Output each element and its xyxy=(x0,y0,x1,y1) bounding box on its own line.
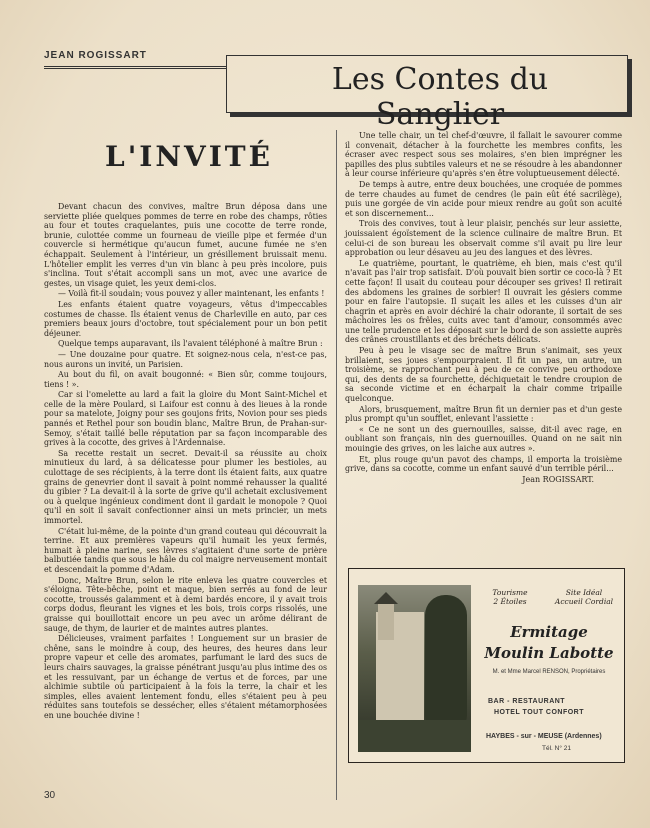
ad-tag-stars: 2 Étoiles xyxy=(493,597,527,606)
hotel-photo-ground xyxy=(358,720,471,752)
story-paragraph: Les enfants étaient quatre voyageurs, vêtus d'impeccables costumes de chasse. Ils étaient venus de Charleville en auto, par ces premiers beaux jours d'octobre, tout spécialement pour un bon petit déjeuner. xyxy=(44,299,327,338)
ad-phone: Tél. N° 21 xyxy=(542,745,571,752)
story-paragraph: Trois des convives, tout à leur plaisir, penchés sur leur assiette, jouissaient égoïstement de la science culinaire de maître Brun. Et celui-ci de son bureau les observait comme s'il avait pu lire leur approbation ou leur désaveu au jeu des langues et des lèvres. xyxy=(345,219,622,258)
story-paragraph: Sa recette restait un secret. Devait-il sa réussite au choix minutieux du lard, à sa délicatesse pour plumer les bestioles, au culottage de ses récipients, à la terre dont ils étaient faits, aux quatre grains de genevrier dont il savait à point nommé rehausser la qualité du gibier ? La devait-il à la sorte de grive qu'il achetait exclusivement ou à quelque ingénieux condiment dont il gardait le monopole ? Quoi qu'il en soit il savait confectionner ainsi un mets princier, un mets immortel. xyxy=(44,448,327,525)
series-title: Les Contes du Sanglier xyxy=(331,62,549,132)
hotel-photo-tower xyxy=(378,600,394,640)
left-column xyxy=(44,202,327,721)
column-divider xyxy=(336,130,337,800)
ad-tag-tourism: Tourisme xyxy=(492,588,528,597)
story-paragraph: Alors, brusquement, maître Brun fit un dernier pas et d'un geste plus prompt qu'un soufflet, enlevant l'assiette : xyxy=(345,404,622,424)
ad-address: HAYBES - sur - MEUSE (Ardennes) xyxy=(486,733,602,740)
header-rule xyxy=(44,66,226,67)
story-paragraph: Quelque temps auparavant, ils l'avaient téléphoné à maître Brun : xyxy=(58,339,323,349)
ad-hotel-name-line1: Ermitage xyxy=(510,623,588,641)
ad-owners: M. et Mme Marcel RENSON, Propriétaires xyxy=(492,669,606,675)
ad-hotel-name-line2: Moulin Labotte xyxy=(484,644,614,662)
story-paragraph: Et, plus rouge qu'un pavot des champs, il emporta la troisième grive, dans sa cocotte, comme un enfant sauvé d'un terrible péril... xyxy=(345,454,622,474)
story-paragraph: Une telle chair, un tel chef-d'œuvre, il fallait le savourer comme il convenait, détacher à la fourchette les membres confits, les écraser avec respect sous ses molaires, s'en bien imprégner les papilles des plus subtiles valeurs et ne se résoudre à les abandonner à leur course inférieure qu'après s'en être voluptueusement délecté. xyxy=(345,131,622,179)
ad-services-bar: BAR - RESTAURANT xyxy=(488,698,566,705)
ad-site-tagline xyxy=(548,588,620,606)
story-paragraph: Délicieuses, vraiment parfaites ! Longuement sur un brasier de chêne, sans le moindre à coup, des heures, des heures dans leur propre vapeur et celle des aromates, parfumant le lard des sucs de leurs chairs sauvages, la graisse pénétrant jusqu'au plus intime des os et les ressuivant, par un échange de vertus et de forces, par une alchimie subtile où participaient à la fois la terre, la chair et les simples, elles avaient lentement fondu, elles s'étaient peu à peu réduites sans toutefois se dessécher, elles s'étaient métamorphosées en une bouchée divine ! xyxy=(44,634,327,720)
story-paragraph: Car si l'omelette au lard a fait la gloire du Mont Saint-Michel et celle de la mère Poulard, si Laifour est connu à des lieues à la ronde pour sa matelote, Joigny pour ses goujons frits, Novion pour ses pieds pannés et Rethel pour son boudin blanc, Maître Brun, de Prahan-sur-Semoy, s'était taillé belle réputation par sa façon incomparable des grives à la cocotte, des grives à l'Ardennaise. xyxy=(44,390,327,448)
ad-tourism-rating xyxy=(480,588,540,606)
story-paragraph: De temps à autre, entre deux bouchées, une croquée de pommes de terre chaudes au fumet de cendres (le pain eût été sacrilège), puis une gorgée de vin acide pour mieux rendre au goût son acuité et son discernement... xyxy=(345,179,622,218)
ad-tag-site: Site Idéal xyxy=(565,588,603,597)
story-paragraph: C'était lui-même, de la pointe d'un grand couteau qui découvrait la terrine. Et aux premières vapeurs qu'il humait les yeux fermés, humait à pleine narine, ses lèvres s'agitaient d'une sorte de prière balbutiée tandis que sous le hâle du col maigre nerveusement montait et descendait la pomme d'Adam. xyxy=(44,526,327,574)
story-paragraph: Devant chacun des convives, maître Brun déposa dans une serviette pliée quelques pommes de terre en robe des champs, rôties au four et toutes craquelantes, puis une cocotte de terre ronde, brunie, culottée comme un fourneau de vieille pipe et fermée d'un couvercle si hermétique qu'aucun fumet, aucune fumée ne s'en échappait. Seulement à l'intérieur, un grésillement bruissait menu. L'hôtelier emplit les verres d'un vin blanc à peu près incolore, puis s'inclina. Tout s'était accompli sans un mot, avec une avarice de gestes, un visage quiet, les yeux demi-clos. xyxy=(44,202,327,288)
story-paragraph: « Ce ne sont un des guernouilles, saisse, dit-il avec rage, en oubliant son français, nin des guernouilles. Quand on ne sait nin mouingie des grives, on les laiche aux autres ». xyxy=(345,424,622,453)
author-name: JEAN ROGISSART xyxy=(44,50,147,61)
story-paragraph: Donc, Maître Brun, selon le rite enleva les quatre couvercles et s'éloigna. Tête-bêche, point et maque, bien serrés au fond de leur cocotte, troussés galamment et à demi bardés encore, il y avait trois corps dodus, fleurant les vignes et les bois, trois corps rissolés, une graisse qui bouillottait encore un peu avec un arôme délirant de sauge, de thym, de laurier et de maintes autres plantes. xyxy=(44,575,327,633)
story-paragraph: Au bout du fil, on avait bougonné: « Bien sûr, comme toujours, tiens ! ». xyxy=(44,370,327,389)
story-paragraph: Le quatrième, pourtant, le quatrième, eh bien, mais c'est qu'il n'avait pas l'air trop satisfait. D'où pouvait bien sortir ce coco-là ? Et cette façon! Il usait du couteau pour découper ses grives! Il retirait des abdomens les graines de sorbier! Il ouvrait les gésiers comme pour en faire l'autopsie. Il suçait les ailes et les cuisses d'un air chagrin et après en avoir déchiré la chair odorante, il sortait de ses mâchoires les os frêles, cuits avec tant d'amour, consommés avec une telle prudence et les déposait sur le bord de son assiette auprès des crânes croustillants et des bréchets délicats. xyxy=(345,258,622,345)
ad-services-hotel: HOTEL TOUT CONFORT xyxy=(494,709,585,716)
ad-tag-welcome: Accueil Cordial xyxy=(554,597,614,606)
hotel-photo-tree xyxy=(425,595,467,735)
story-paragraph: — Une douzaine pour quatre. Et soignez-nous cela, n'est-ce pas, nous aurons un invité, un Parisien. xyxy=(44,349,327,369)
hotel-photo-roof xyxy=(374,592,398,604)
page-number: 30 xyxy=(44,790,56,801)
story-paragraph: Peu à peu le visage sec de maître Brun s'animait, ses yeux brillaient, ses joues s'empourpraient. Il fit un pas, un autre, un troisième, se rapprochant peu à peu de ce convive peu orthodoxe qui, des dents de sa fourchette, déchiquetait le tendre croupion de sa seconde victime et en écharpait la chair comme tripaille quelconque. xyxy=(345,346,622,404)
right-column xyxy=(345,131,622,485)
story-title: L'INVITÉ xyxy=(105,140,273,173)
header-rule-double xyxy=(44,68,226,69)
story-signature: Jean ROGISSART. xyxy=(522,474,594,484)
story-paragraph: — Voilà fit-il soudain; vous pouvez y aller maintenant, les enfants ! xyxy=(58,289,325,299)
